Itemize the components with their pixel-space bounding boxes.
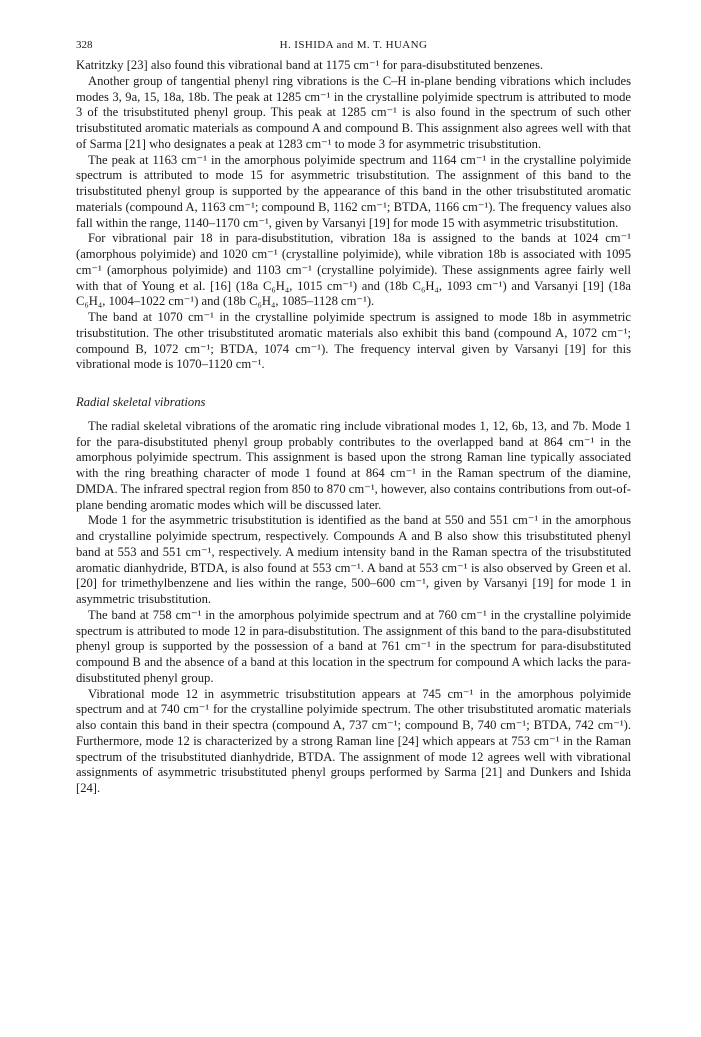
journal-page: [76, 38, 631, 797]
article-body: [76, 58, 631, 797]
paragraph: The radial skeletal vibrations of the aromatic ring include vibrational modes 1, 12, 6b, 13, and 7b. Mode 1 for the para-disubstituted phenyl group probably contributes to the overlapped band at 864 cm⁻¹ in the amorphous polyimide spectrum. This assignment is based upon the strong Raman line typically associated with the ring breathing character of mode 1 found at 864 cm⁻¹ in the Raman spectrum of the diamine, DMDA. The infrared spectral region from 850 to 870 cm⁻¹, however, also contains contributions from out-of-plane bending aromatic modes which will be discussed later.: [76, 418, 631, 512]
running-head: [76, 38, 631, 58]
paragraph: Vibrational mode 12 in asymmetric trisubstitution appears at 745 cm⁻¹ in the amorphous polyimide spectrum and at 740 cm⁻¹ for the crystalline polyimide spectrum. The other trisubstituted aromatic materials also contain this band in their spectra (compound A, 737 cm⁻¹; compound B, 740 cm⁻¹; BTDA, 742 cm⁻¹). Furthermore, mode 12 is characterized by a strong Raman line [24] which appears at 753 cm⁻¹ in the Raman spectrum of the trisubstituted dianhydride, BTDA. The assignment of mode 12 agrees well with vibrational assignments of asymmetric trisubstituted phenyl groups performed by Sarma [21] and Dunkers and Ishida [24].: [76, 686, 631, 795]
section-heading: Radial skeletal vibrations: [76, 395, 206, 409]
paragraph: For vibrational pair 18 in para-disubstitution, vibration 18a is assigned to the bands at 1024 cm⁻¹ (amorphous polyimide) and 1020 cm⁻¹ (crystalline polyimide), while vibration 18b is associated with 1095 cm⁻¹ (amorphous polyimide) and 1103 cm⁻¹ (crystalline polyimide). These assignments agree fairly well with that of Young et al. [16] (18a C₆H₄, 1015 cm⁻¹) and (18b C₆H₄, 1093 cm⁻¹) and Varsanyi [19] (18a C₆H₄, 1004–1022 cm⁻¹) and (18b C₆H₄, 1085–1128 cm⁻¹).: [76, 231, 631, 309]
paragraph: The peak at 1163 cm⁻¹ in the amorphous polyimide spectrum and 1164 cm⁻¹ in the crystalline polyimide spectrum is attributed to mode 15 for asymmetric trisubstitution. The assignment of this band to the trisubstituted phenyl group is supported by the appearance of this band in the other trisubstituted aromatic materials (compound A, 1163 cm⁻¹; compound B, 1162 cm⁻¹; BTDA, 1166 cm⁻¹). The frequency values also fall within the range, 1140–1170 cm⁻¹, given by Varsanyi [19] for mode 15 with asymmetric trisubstitution.: [76, 152, 631, 230]
paragraph: Mode 1 for the asymmetric trisubstitution is identified as the band at 550 and 551 cm⁻¹ in the amorphous and crystalline polyimide spectrum, respectively. Compounds A and B also show this trisubstituted phenyl band at 553 and 551 cm⁻¹, respectively. A medium intensity band in the Raman spectra of the trisubstituted aromatic dianhydride, BTDA, is also found at 553 cm⁻¹. A band at 553 cm⁻¹ is also observed by Green et al. [20] for trimethylbenzene and lies within the range, 500–600 cm⁻¹, given by Varsanyi [19] for mode 1 in asymmetric trisubstitution.: [76, 513, 631, 606]
paragraph: Another group of tangential phenyl ring vibrations is the C–H in-plane bending vibrations which includes modes 3, 9a, 15, 18a, 18b. The peak at 1285 cm⁻¹ in the crystalline polyimide spectrum is attributed to mode 3 of the trisubstituted phenyl group. This peak at 1285 cm⁻¹ is also found in the spectrum of such other trisubstituted aromatic materials as compound A and compound B. This assignment also agrees well with that of Sarma [21] who designates a peak at 1283 cm⁻¹ to mode 3 for asymmetric trisubstitution.: [76, 73, 631, 151]
paragraph: Katritzky [23] also found this vibrational band at 1175 cm⁻¹ for para-disubstituted benzenes.: [76, 58, 544, 72]
paragraph: The band at 758 cm⁻¹ in the amorphous polyimide spectrum and at 760 cm⁻¹ in the crystalline polyimide spectrum is attributed to mode 12 in para-disubstitution. The assignment of this band to the para-disubstituted phenyl group is supported by the possession of a band at 761 cm⁻¹ in the spectrum for para-disubstituted compound B and the absence of a band at this location in the spectrum for compound A which lacks the para-disubstituted phenyl group.: [76, 607, 631, 685]
paragraph: The band at 1070 cm⁻¹ in the crystalline polyimide spectrum is assigned to mode 18b in asymmetric trisubstitution. The other trisubstituted aromatic materials also exhibit this band (compound A, 1072 cm⁻¹; compound B, 1072 cm⁻¹; BTDA, 1074 cm⁻¹). The frequency interval given by Varsanyi [19] for this vibrational mode is 1070–1120 cm⁻¹.: [76, 310, 631, 372]
running-head-authors: H. ISHIDA and M. T. HUANG: [279, 39, 428, 51]
page-number: 328: [76, 39, 93, 51]
